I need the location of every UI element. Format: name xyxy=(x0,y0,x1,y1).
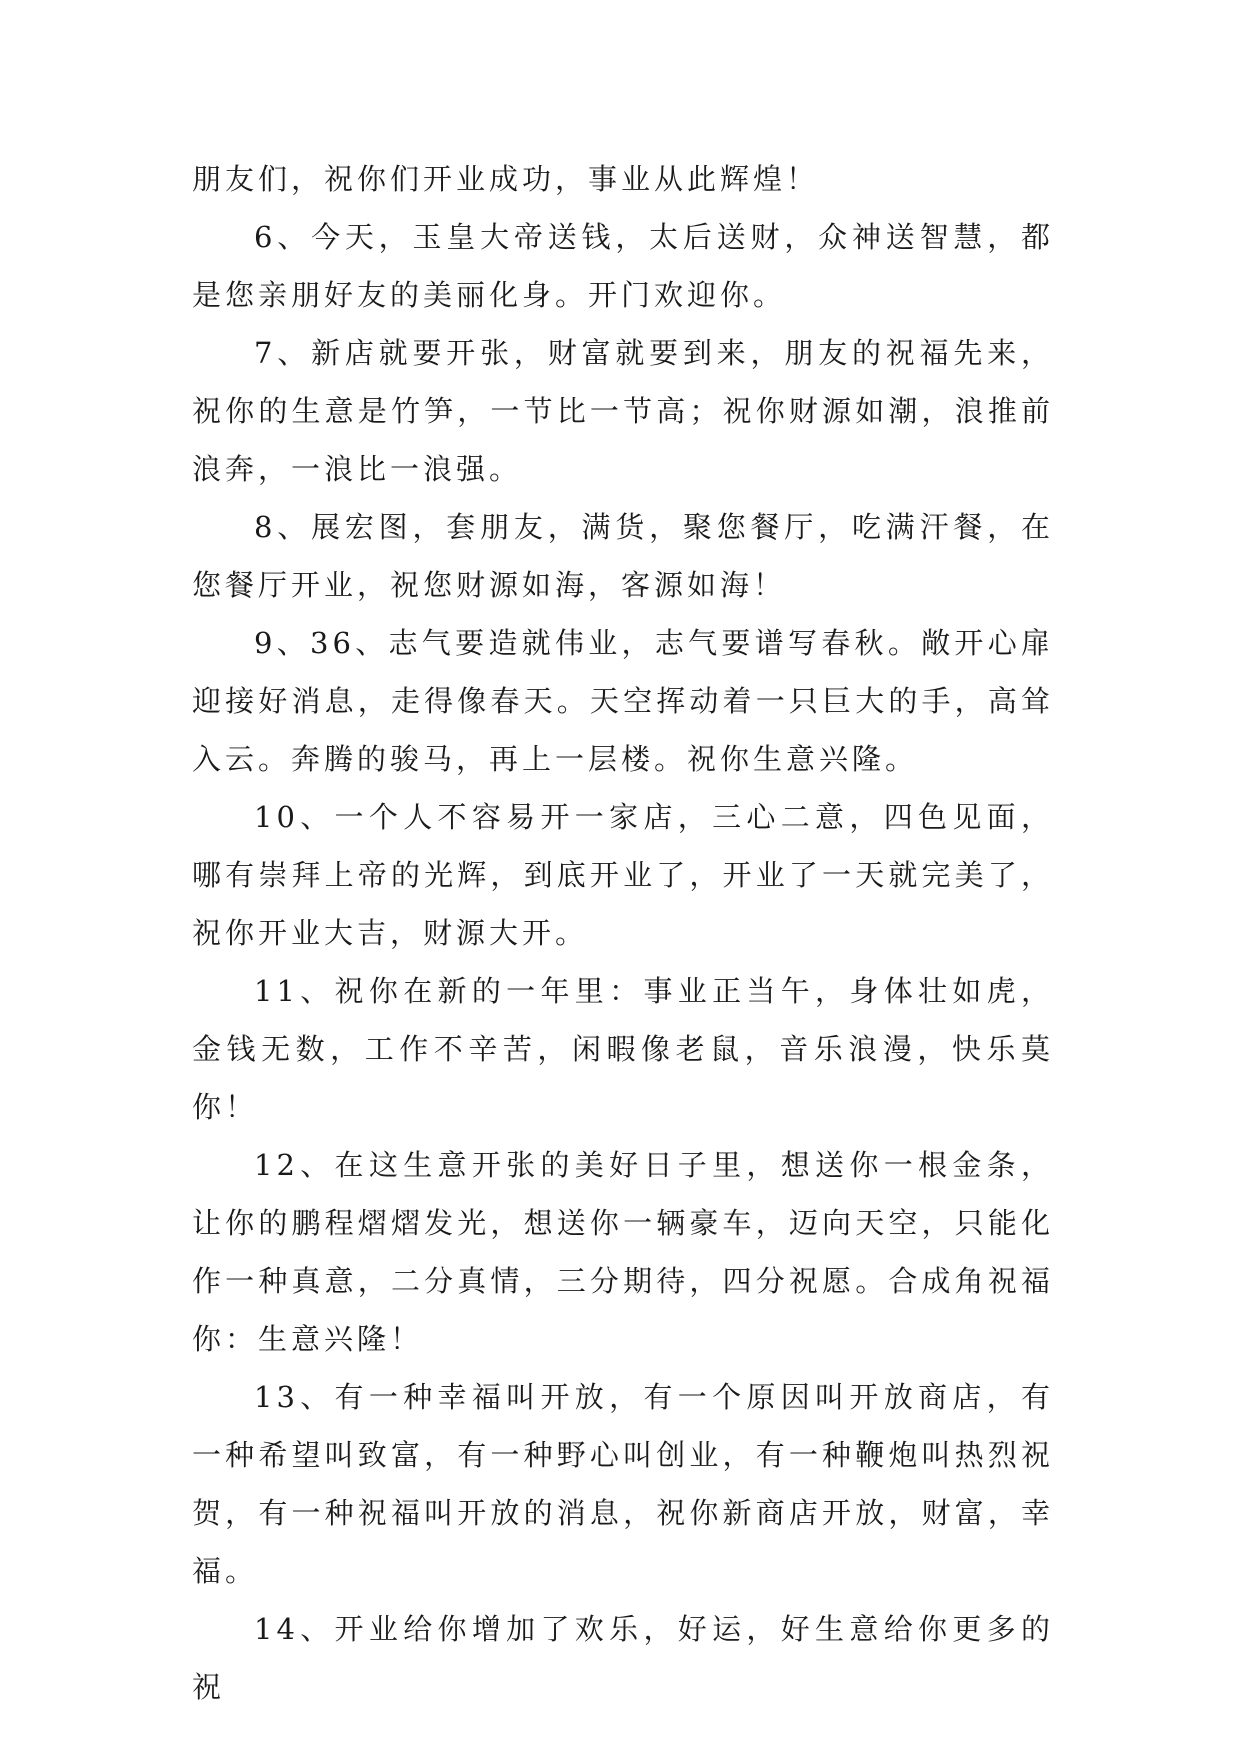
paragraph-continuation: 朋友们，祝你们开业成功，事业从此辉煌！ xyxy=(192,162,820,196)
paragraph-item-12: 12、在这生意开张的美好日子里，想送你一根金条，让你的鹏程熠熠发光，想送你一辆豪车，迈向天空，只能化作一种真意，二分真情，三分期待，四分祝愿。合成角祝福你：生意兴隆！ xyxy=(192,1148,1054,1356)
paragraph-item-11: 11、祝你在新的一年里：事业正当午，身体壮如虎，金钱无数，工作不辛苦，闲暇像老鼠，音乐浪漫，快乐莫你！ xyxy=(192,974,1054,1124)
paragraph-item-9: 9、36、志气要造就伟业，志气要谱写春秋。敞开心扉迎接好消息，走得像春天。天空挥动着一只巨大的手，高耸入云。奔腾的骏马，再上一层楼。祝你生意兴隆。 xyxy=(192,626,1054,776)
paragraph-item-14: 14、开业给你增加了欢乐，好运，好生意给你更多的祝 xyxy=(192,1612,1054,1704)
paragraph-item-13: 13、有一种幸福叫开放，有一个原因叫开放商店，有一种希望叫致富，有一种野心叫创业，有一种鞭炮叫热烈祝贺，有一种祝福叫开放的消息，祝你新商店开放，财富，幸福。 xyxy=(192,1380,1054,1588)
paragraph-item-6: 6、今天，玉皇大帝送钱，太后送财，众神送智慧，都是您亲朋好友的美丽化身。开门欢迎你。 xyxy=(192,220,1054,312)
document-body xyxy=(192,150,1054,1716)
paragraph-item-10: 10、一个人不容易开一家店，三心二意，四色见面，哪有崇拜上帝的光辉，到底开业了，开业了一天就完美了，祝你开业大吉，财源大开。 xyxy=(192,800,1054,950)
paragraph-item-8: 8、展宏图，套朋友，满货，聚您餐厅，吃满汗餐，在您餐厅开业，祝您财源如海，客源如海！ xyxy=(192,510,1054,602)
paragraph-item-7: 7、新店就要开张，财富就要到来，朋友的祝福先来，祝你的生意是竹笋，一节比一节高；祝你财源如潮，浪推前浪奔，一浪比一浪强。 xyxy=(192,336,1054,486)
